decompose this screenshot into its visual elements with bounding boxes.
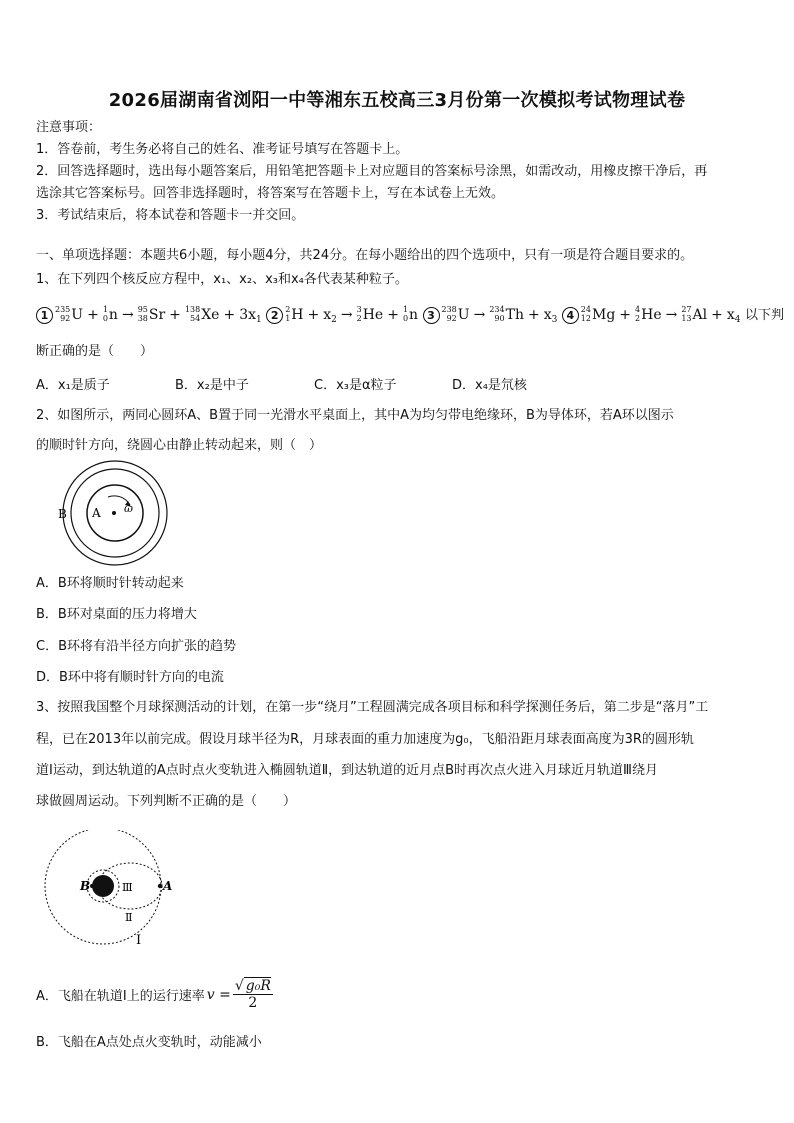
q2-option-b: B．B环对桌面的压力将增大 bbox=[36, 607, 197, 622]
label-orbit-3: Ⅲ bbox=[122, 881, 133, 894]
q1-stem: 1、在下列四个核反应方程中，x₁、x₂、x₃和x₄各代表某种粒子。 bbox=[36, 272, 408, 287]
q3-option-a-denominator: 2 bbox=[248, 995, 258, 1011]
q3-option-b: B．飞船在A点处点火变轨时，动能减小 bbox=[36, 1035, 262, 1050]
q2-option-c: C．B环将有沿半径方向扩张的趋势 bbox=[36, 639, 236, 654]
q3-option-a-text: A．飞船在轨道Ⅰ上的运行速率 bbox=[36, 989, 205, 1004]
q3-line-2: 程，已在2013年以前完成。假设月球半径为R，月球表面的重力加速度为g₀，飞船沿距月球表面高度为3R的圆形轨 bbox=[36, 732, 694, 747]
q1-option-a: A．x₁是质子 bbox=[36, 378, 110, 393]
moon bbox=[92, 875, 114, 897]
circled-2: 2 bbox=[266, 307, 283, 324]
q2-option-d: D．B环中将有顺时针方向的电流 bbox=[36, 670, 224, 685]
q1-equations: 1 235 92 U + 1 0 n → 95 38 Sr + 138 54 $Xe + 3x_1$ 2 2 1 $H + x_2$ → 3 2 He + 1 0 n 3 238 92 U → 234 90 $Th + x_3$ 4 24 12 Mg + 4 2 He → 27 13 $Al + x_4$ 以下判 bbox=[36, 304, 784, 324]
q3-orbit-figure bbox=[40, 830, 180, 950]
label-a: A bbox=[92, 506, 101, 520]
label-omega: ω bbox=[124, 502, 133, 515]
label-orbit-1: Ⅰ bbox=[136, 933, 142, 948]
label-b: B bbox=[80, 879, 91, 893]
label-orbit-2: Ⅱ bbox=[125, 911, 133, 924]
notice-item-3: 3．考试结束后，将本试卷和答题卡一并交回。 bbox=[36, 208, 305, 223]
q3-option-a-v: v = bbox=[206, 986, 231, 1003]
q3-option-a-fraction: $\frac{\text{√ g₀R}}{2}$ bbox=[234, 978, 271, 1011]
circled-4: 4 bbox=[562, 307, 579, 324]
notice-item-2-cont: 选涂其它答案标号。回答非选择题时，将答案写在答题卡上，写在本试卷上无效。 bbox=[36, 186, 505, 201]
notice-heading: 注意事项： bbox=[36, 120, 102, 135]
label-b: B bbox=[58, 507, 67, 521]
ring-center bbox=[112, 511, 116, 515]
label-a: A bbox=[163, 879, 173, 893]
q1-option-b: B．x₂是中子 bbox=[175, 378, 249, 393]
q1-cont: 断正确的是（ ） bbox=[36, 344, 154, 359]
circled-1: 1 bbox=[36, 307, 53, 324]
q2-ring-figure bbox=[50, 460, 170, 570]
q1-option-d: D．x₄是氘核 bbox=[452, 378, 527, 393]
q2-option-a: A．B环将顺时针转动起来 bbox=[36, 576, 184, 591]
point-a bbox=[158, 884, 162, 888]
circled-3: 3 bbox=[423, 307, 440, 324]
notice-item-1: 1．答卷前，考生务必将自己的姓名、准考证号填写在答题卡上。 bbox=[36, 142, 409, 157]
point-b bbox=[90, 884, 94, 888]
notice-item-2: 2．回答选择题时，选出每小题答案后，用铅笔把答题卡上对应题目的答案标号涂黑，如需改动，用橡皮擦干净后，再 bbox=[36, 164, 708, 179]
q3-option-a bbox=[36, 978, 273, 1011]
q3-line-4: 球做圆周运动。下列判断不正确的是（ ） bbox=[36, 794, 297, 809]
q2-line-1: 2、如图所示，两同心圆环A、B置于同一光滑水平桌面上，其中A为均匀带电绝缘环，B为导体环，若A环以图示 bbox=[36, 408, 674, 423]
q1-tail: 以下判 bbox=[744, 308, 784, 323]
exam-title: 2026届湖南省浏阳一中等湘东五校高三3月份第一次模拟考试物理试卷 bbox=[108, 90, 686, 111]
section-heading: 一、单项选择题：本题共6小题，每小题4分，共24分。在每小题给出的四个选项中，只有一项是符合题目要求的。 bbox=[36, 248, 694, 263]
q3-line-1: 3、按照我国整个月球探测活动的计划，在第一步“绕月”工程圆满完成各项目标和科学探测任务后，第二步是“落月”工 bbox=[36, 700, 709, 715]
q2-line-2: 的顺时针方向，绕圆心由静止转动起来，则（ ） bbox=[36, 438, 323, 453]
q3-option-a-numerator: g₀R bbox=[245, 978, 271, 994]
q3-line-3: 道Ⅰ运动，到达轨道的A点时点火变轨进入椭圆轨道Ⅱ，到达轨道的近月点B时再次点火进入月球近月轨道Ⅲ绕月 bbox=[36, 763, 659, 778]
q1-option-c: C．x₃是α粒子 bbox=[314, 378, 397, 393]
